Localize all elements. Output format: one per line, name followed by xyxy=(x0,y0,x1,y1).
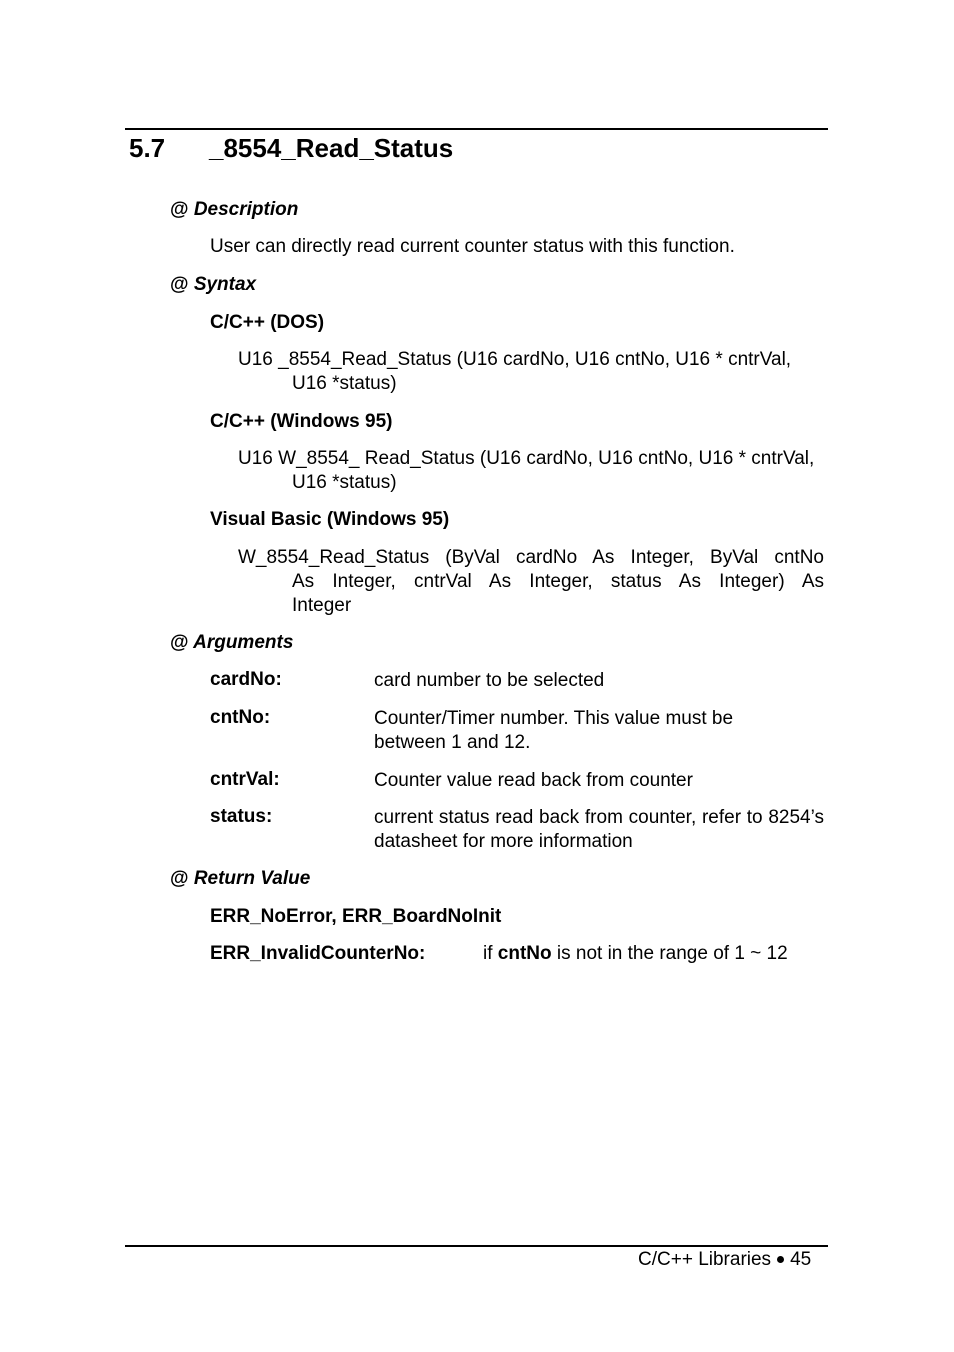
return-error-prefix: if xyxy=(483,943,493,964)
page-number: 45 xyxy=(790,1249,812,1270)
at-symbol: @ xyxy=(170,199,189,220)
page-footer xyxy=(638,1249,811,1271)
at-symbol: @ xyxy=(170,274,189,295)
syntax-vb-line3: Integer xyxy=(292,595,352,616)
syntax-dos-signature xyxy=(238,348,791,396)
argument-name: cntNo: xyxy=(210,707,271,728)
return-error-param: cntNo xyxy=(497,943,552,964)
argument-name: cntrVal: xyxy=(210,769,280,790)
description-heading xyxy=(170,199,298,221)
argument-name: cardNo: xyxy=(210,669,282,690)
syntax-win95-signature xyxy=(238,447,814,495)
argument-desc: current status read back from counter, refer to 8254’s datasheet for more information xyxy=(374,807,824,852)
syntax-dos-line1: U16 _8554_Read_Status (U16 cardNo, U16 cntNo, U16 * cntrVal, xyxy=(238,349,792,370)
description-text: User can directly read current counter status with this function. xyxy=(210,236,735,257)
syntax-dos-label: C/C++ (DOS) xyxy=(210,312,325,333)
bullet-icon xyxy=(777,1256,784,1263)
syntax-heading xyxy=(170,274,256,296)
argument-name: status: xyxy=(210,806,273,827)
return-error-suffix: is not in the range of 1 ~ 12 xyxy=(556,943,788,964)
description-heading-label: Description xyxy=(193,199,299,220)
footer-rule xyxy=(125,1245,828,1247)
syntax-vb-signature xyxy=(238,546,824,618)
argument-desc: Counter value read back from counter xyxy=(374,770,693,791)
section-number: 5.7 xyxy=(129,133,166,163)
footer-label: C/C++ Libraries xyxy=(638,1249,772,1270)
at-symbol: @ xyxy=(170,868,189,889)
syntax-win95-line2: U16 *status) xyxy=(292,472,397,493)
syntax-vb-line2: As Integer, cntrVal As Integer, status As Integer) As xyxy=(292,571,824,592)
argument-desc: card number to be selected xyxy=(374,670,605,691)
section-title: _8554_Read_Status xyxy=(209,133,454,163)
return-error-name: ERR_InvalidCounterNo: xyxy=(210,943,426,964)
syntax-win95-line1: U16 W_8554_ Read_Status (U16 cardNo, U16 cntNo, U16 * cntrVal, xyxy=(238,448,815,469)
syntax-win95-label: C/C++ (Windows 95) xyxy=(210,411,393,432)
syntax-dos-line2: U16 *status) xyxy=(292,373,397,394)
syntax-vb-label: Visual Basic (Windows 95) xyxy=(210,509,450,530)
return-value-heading-label: Return Value xyxy=(193,868,311,889)
at-symbol: @ xyxy=(170,632,189,653)
return-value-codes: ERR_NoError, ERR_BoardNoInit xyxy=(210,906,502,927)
syntax-vb-line1: W_8554_Read_Status (ByVal cardNo As Integer, ByVal cntNo xyxy=(238,547,824,568)
syntax-heading-label: Syntax xyxy=(193,274,257,295)
arguments-heading xyxy=(170,632,293,654)
arguments-heading-label: Arguments xyxy=(193,632,294,653)
argument-desc: Counter/Timer number. This value must be between 1 and 12. xyxy=(374,708,734,753)
return-value-heading xyxy=(170,868,310,890)
header-rule xyxy=(125,128,828,130)
return-error-desc xyxy=(483,943,788,965)
